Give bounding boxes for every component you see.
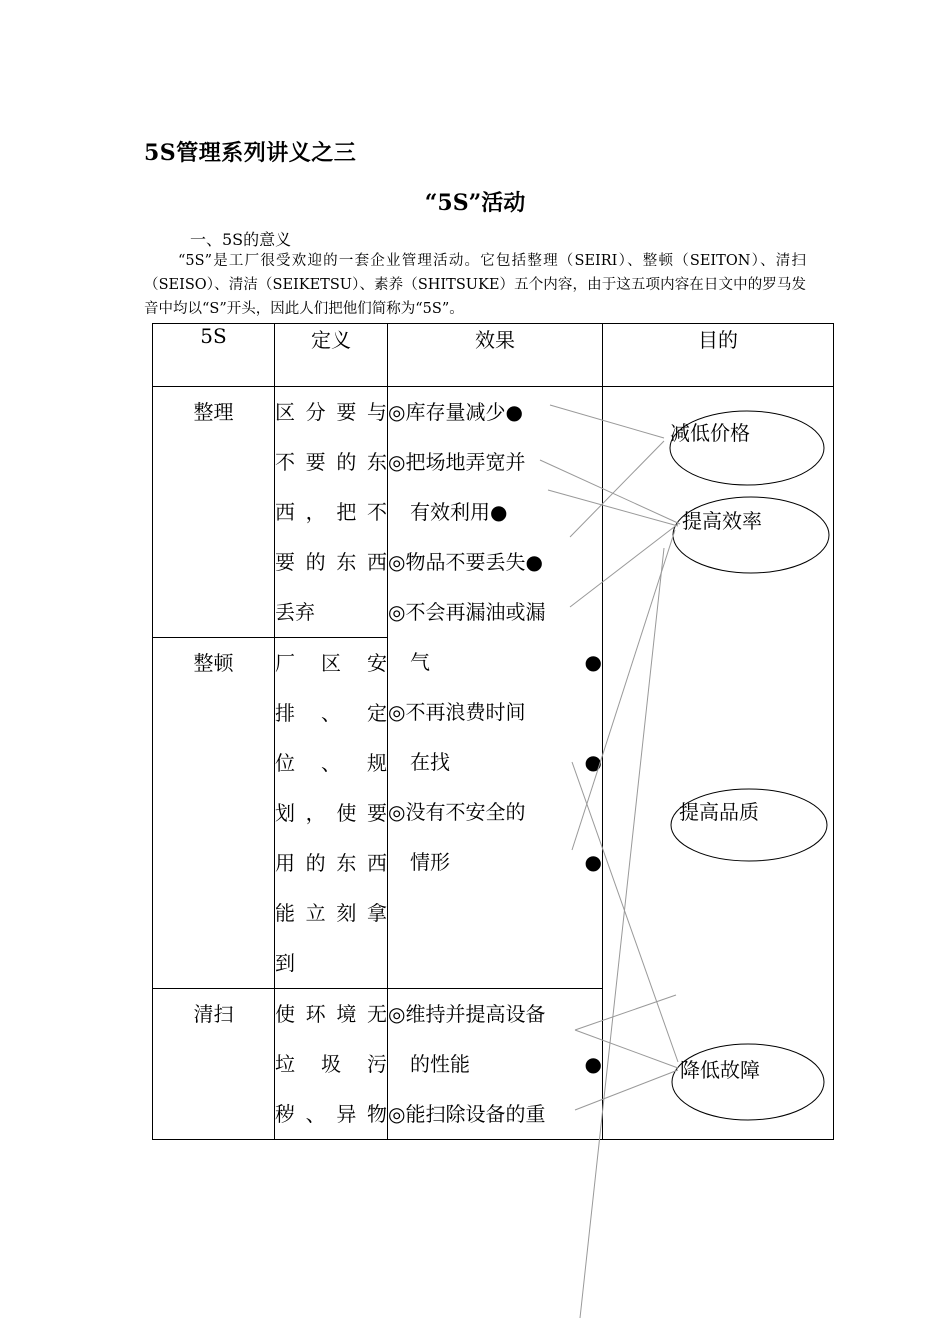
definition-line: 垃 圾 污 <box>275 1052 387 1076</box>
purpose-column <box>603 387 834 1140</box>
bullet-dot: ● <box>584 750 602 774</box>
effect-line <box>388 587 602 637</box>
effect-text: ◎不再浪费时间 <box>388 700 526 724</box>
effect-text: ◎物品不要丢失 <box>388 550 526 574</box>
definition-line: 排 、 定 <box>275 701 387 725</box>
goal-improve-quality: 提高品质 <box>679 800 759 824</box>
definition-line: 划，使要 <box>275 801 387 825</box>
header-effect: 效果 <box>388 324 603 387</box>
document-title: 5S管理系列讲义之三 <box>144 140 357 166</box>
document-subtitle: “5S”活动 <box>424 190 526 216</box>
effect-text: 气 <box>410 650 430 674</box>
effect-line <box>388 687 602 737</box>
effect-line <box>388 787 602 837</box>
row-name-seiso: 清扫 <box>153 989 275 1140</box>
effect-line <box>388 1039 602 1089</box>
definition-line: 丢弃 <box>275 600 315 624</box>
effect-text: 有效利用 <box>410 500 490 524</box>
effects-block-2 <box>388 989 603 1140</box>
definition-seiri <box>275 387 388 638</box>
definition-line: 到 <box>275 951 295 975</box>
header-purpose: 目的 <box>603 324 834 387</box>
definition-seiton <box>275 638 388 989</box>
effect-text: ◎没有不安全的 <box>388 800 526 824</box>
effect-line <box>388 637 602 687</box>
goal-reduce-price: 减低价格 <box>670 421 750 445</box>
effect-text: ◎不会再漏油或漏 <box>388 600 546 624</box>
definition-line: 厂 区 安 <box>275 651 387 675</box>
definition-line: 位 、 规 <box>275 751 387 775</box>
effect-line <box>388 989 602 1039</box>
effect-line <box>388 387 602 437</box>
intro-paragraph: “5S”是工厂很受欢迎的一套企业管理活动。它包括整理（SEIRI）、整顿（SEITON）、清扫（SEISO）、清洁（SEIKETSU）、素养（SHITSUKE）五个内容，由于这五项内容在日文中的罗马发音中均以“S”开头，因此人们把他们简称为“5S”。 <box>144 253 806 317</box>
effect-line <box>388 437 602 487</box>
table-header-row <box>153 324 834 387</box>
effect-text: 的性能 <box>410 1052 470 1076</box>
bullet-dot: ● <box>505 400 523 424</box>
bullet-dot: ● <box>584 650 602 674</box>
effect-line <box>388 837 602 887</box>
bullet-dot: ● <box>490 500 508 524</box>
section-heading: 一、5S的意义 <box>190 230 292 249</box>
effect-text: ◎能扫除设备的重 <box>388 1102 546 1126</box>
header-definition: 定义 <box>275 324 388 387</box>
definition-line: 西，把不 <box>275 500 387 524</box>
definition-seiso <box>275 989 388 1140</box>
bullet-dot: ● <box>584 850 602 874</box>
effect-text: ◎维持并提高设备 <box>388 1002 546 1026</box>
definition-line: 使环境无 <box>275 1002 387 1026</box>
effect-line <box>388 737 602 787</box>
effect-text: 在找 <box>410 750 450 774</box>
effect-text: ◎把场地弄宽并 <box>388 450 526 474</box>
definition-line: 秽、异物 <box>275 1102 387 1126</box>
effect-line <box>388 1089 602 1139</box>
effect-text: 情形 <box>410 850 450 874</box>
definition-line: 要的东西 <box>275 550 387 574</box>
definition-line: 不要的东 <box>275 450 387 474</box>
bullet-dot: ● <box>525 550 543 574</box>
effect-line <box>388 487 602 537</box>
definition-line: 区分要与 <box>275 400 387 424</box>
effects-block-1 <box>388 387 603 989</box>
row-name-seiton: 整顿 <box>153 638 275 989</box>
goal-reduce-failure: 降低故障 <box>680 1058 760 1082</box>
effect-text: ◎库存量减少 <box>388 400 506 424</box>
definition-line: 能立刻拿 <box>275 901 387 925</box>
effect-line <box>388 537 602 587</box>
header-5s: 5S <box>153 324 275 387</box>
bullet-dot: ● <box>584 1052 602 1076</box>
row-name-seiri: 整理 <box>153 387 275 638</box>
definition-line: 用的东西 <box>275 851 387 875</box>
goal-improve-efficiency: 提高效率 <box>682 509 762 533</box>
